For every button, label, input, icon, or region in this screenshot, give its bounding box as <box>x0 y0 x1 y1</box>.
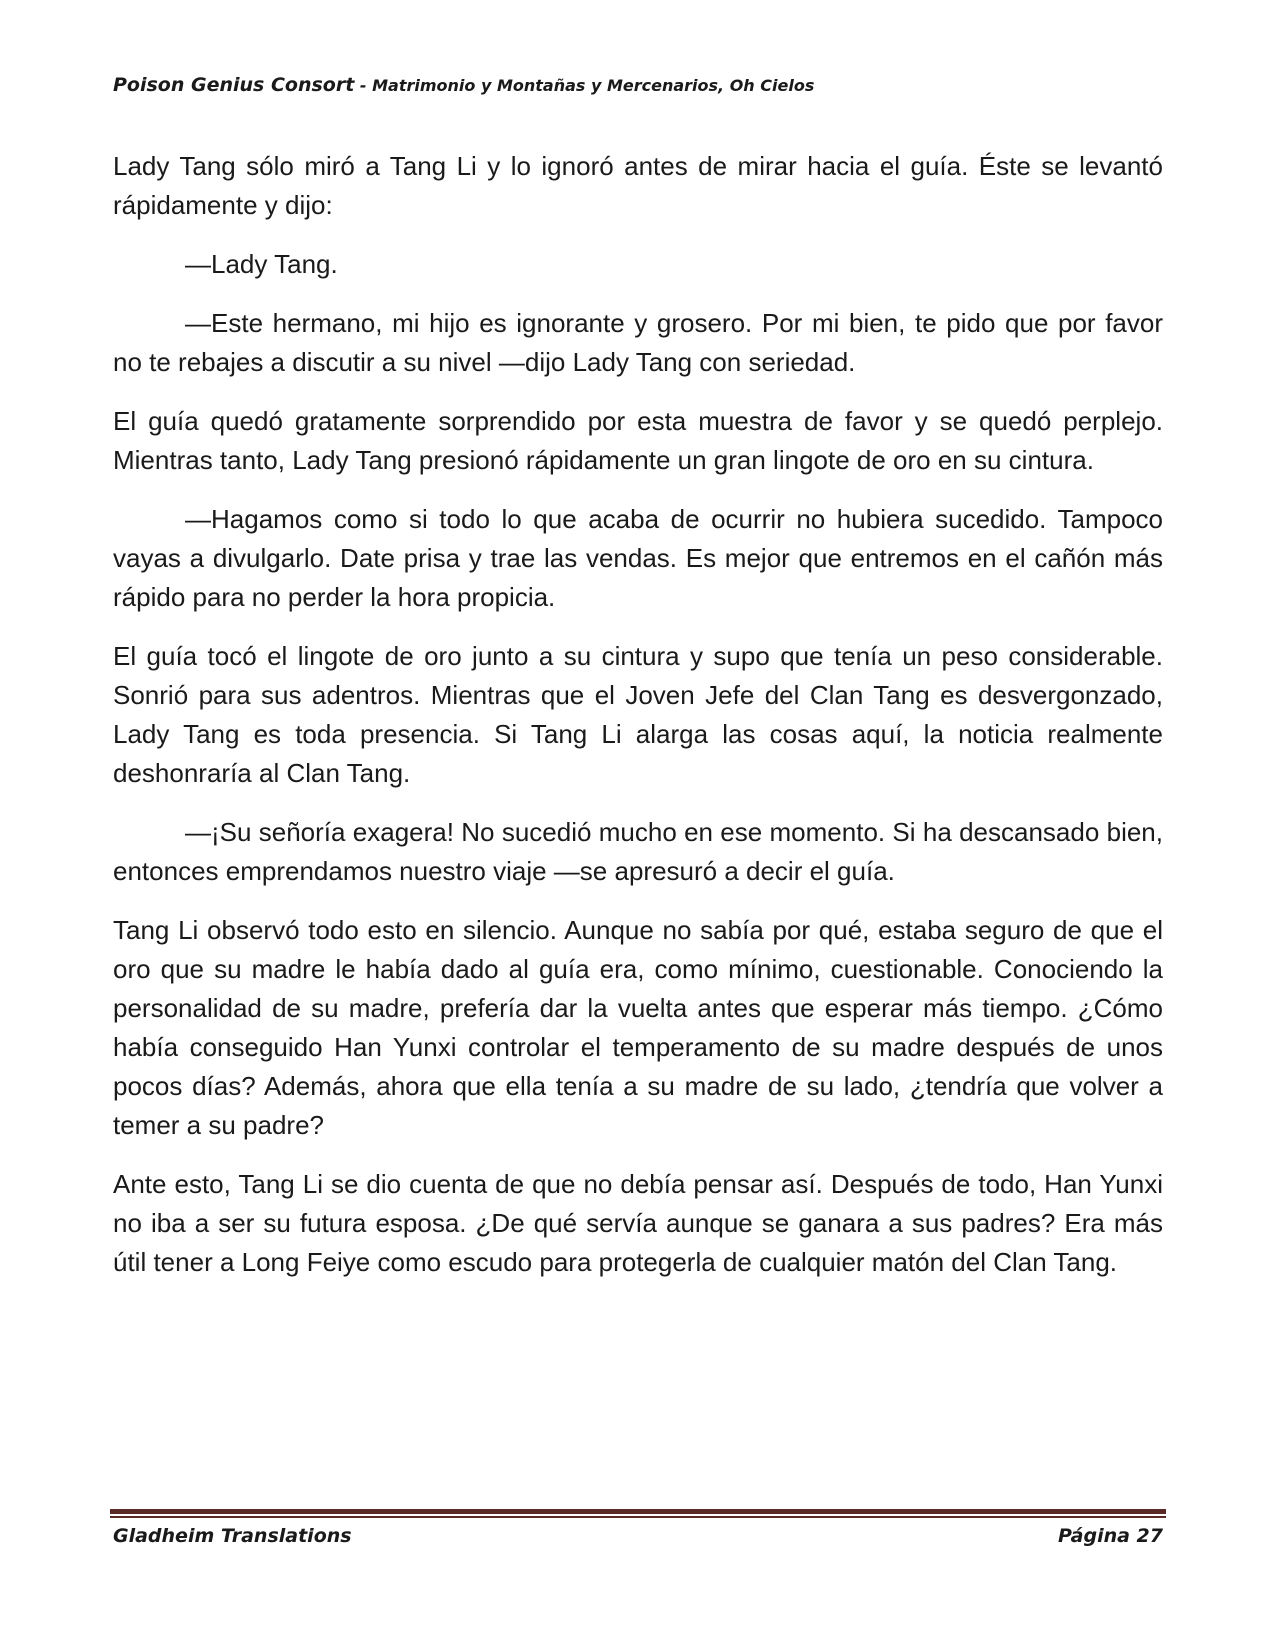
body-text <box>113 147 1163 1302</box>
paragraph-1: Lady Tang sólo miró a Tang Li y lo ignoró antes de mirar hacia el guía. Éste se levantó rápidamente y dijo: <box>113 151 1163 220</box>
page-number: Página 27 <box>1057 1525 1163 1547</box>
paragraph-7: —¡Su señoría exagera! No sucedió mucho en ese momento. Si ha descansado bien, entonces emprendamos nuestro viaje —se apresuró a decir el guía. <box>113 817 1163 886</box>
paragraph-5: —Hagamos como si todo lo que acaba de ocurrir no hubiera sucedido. Tampoco vayas a divulgarlo. Date prisa y trae las vendas. Es mejor que entremos en el cañón más rápido para no perder la hora propicia. <box>113 504 1163 612</box>
paragraph-9: Ante esto, Tang Li se dio cuenta de que no debía pensar así. Después de todo, Han Yunxi no iba a ser su futura esposa. ¿De qué servía aunque se ganara a sus padres? Era más útil tener a Long Feiye como escudo para protegerla de cualquier matón del Clan Tang. <box>113 1169 1163 1277</box>
book-title: Poison Genius Consort <box>113 74 355 96</box>
paragraph-8: Tang Li observó todo esto en silencio. Aunque no sabía por qué, estaba seguro de que el oro que su madre le había dado al guía era, como mínimo, cuestionable. Conociendo la personalidad de su madre, prefería dar la vuelta antes que esperar más tiempo. ¿Cómo había conseguido Han Yunxi controlar el temperamento de su madre después de unos pocos días? Además, ahora que ella tenía a su madre de su lado, ¿tendría que volver a temer a su padre? <box>113 915 1163 1140</box>
running-header <box>113 74 1163 96</box>
footer-divider-thin <box>110 1516 1166 1518</box>
paragraph-6: El guía tocó el lingote de oro junto a su cintura y supo que tenía un peso considerable. Sonrió para sus adentros. Mientras que el Joven Jefe del Clan Tang es desvergonzado, Lady Tang es toda presencia. Si Tang Li alarga las cosas aquí, la noticia realmente deshonraría al Clan Tang. <box>113 641 1163 788</box>
footer-divider <box>110 1509 1166 1518</box>
paragraph-4: El guía quedó gratamente sorprendido por esta muestra de favor y se quedó perplejo. Mientras tanto, Lady Tang presionó rápidamente un gran lingote de oro en su cintura. <box>113 406 1163 475</box>
chapter-title: - Matrimonio y Montañas y Mercenarios, Oh Cielos <box>354 76 815 95</box>
footer-publisher: Gladheim Translations <box>113 1525 352 1547</box>
paragraph-3: —Este hermano, mi hijo es ignorante y grosero. Por mi bien, te pido que por favor no te rebajes a discutir a su nivel —dijo Lady Tang con seriedad. <box>113 308 1163 377</box>
page-footer <box>113 1525 1163 1547</box>
paragraph-2: —Lady Tang. <box>185 249 338 279</box>
